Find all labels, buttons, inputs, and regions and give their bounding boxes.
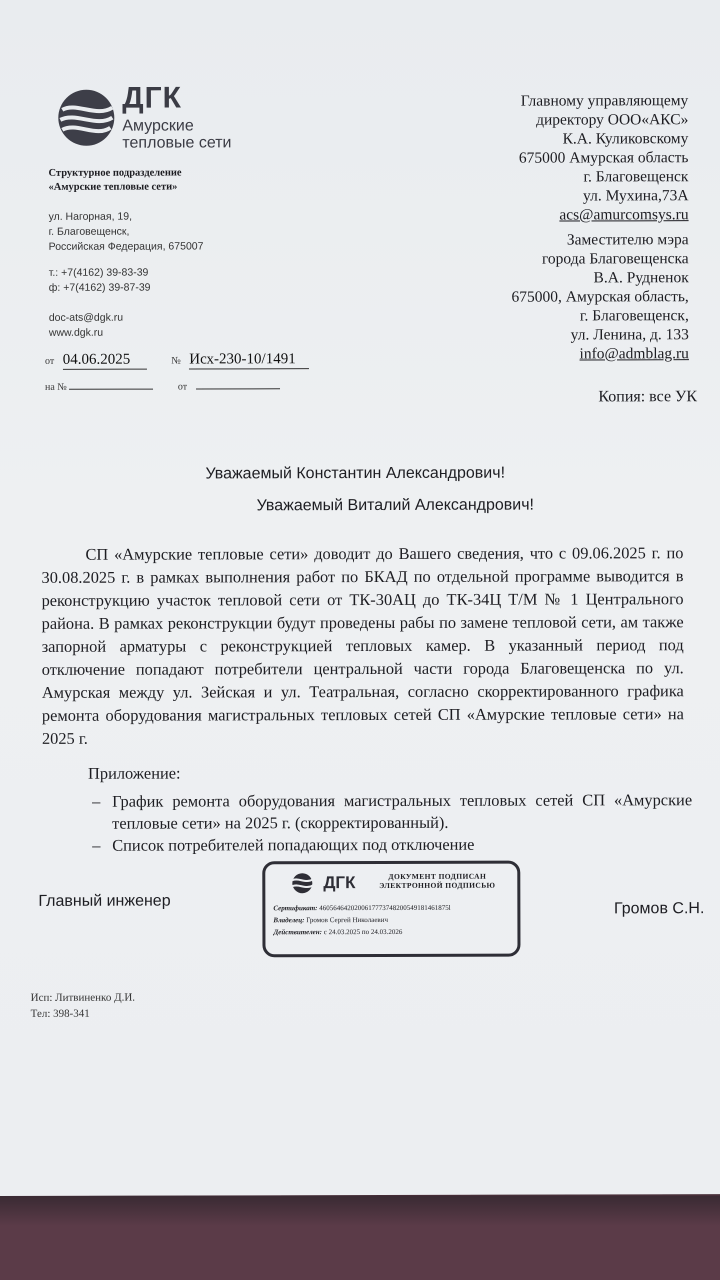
fax: ф: +7(4162) 39-87-39 bbox=[48, 281, 151, 294]
logo-subtitle bbox=[122, 117, 231, 151]
attachment-bullet: – bbox=[92, 791, 101, 811]
address-line1: ул. Нагорная, 19, bbox=[48, 210, 133, 223]
attachment-item bbox=[92, 789, 693, 835]
logo-brand: ДГК bbox=[122, 81, 183, 115]
stamp-owner-value: Громов Сергей Николаевич bbox=[306, 915, 388, 925]
recipient1-line4: 675000 Амурская область bbox=[518, 149, 689, 167]
recipient-1 bbox=[519, 91, 689, 224]
stamp-valid-value: с 24.03.2025 по 24.03.2026 bbox=[323, 927, 403, 937]
stamp-details bbox=[273, 902, 450, 938]
greeting-2: Уважаемый Виталий Александрович! bbox=[256, 496, 535, 515]
ref-on-label: на № bbox=[44, 381, 67, 393]
recipient2-line5: г. Благовещенск, bbox=[579, 307, 689, 325]
address-line2: г. Благовещенск, bbox=[48, 225, 130, 238]
sender-email: doc-ats@dgk.ru bbox=[48, 311, 124, 324]
sender-address bbox=[49, 209, 204, 254]
signer-name: Громов С.Н. bbox=[613, 900, 705, 918]
e-signature-stamp bbox=[262, 861, 520, 958]
org-line1: Структурное подразделение bbox=[48, 167, 182, 179]
stamp-owner-label: Владелец: bbox=[273, 916, 305, 925]
logo-subtitle-line2: тепловые сети bbox=[122, 134, 232, 152]
attachment-text: Список потребителей попадающих под отключение bbox=[112, 834, 475, 855]
dgk-logo-icon bbox=[56, 88, 116, 148]
attachments-heading: Приложение: bbox=[87, 763, 181, 783]
org-line2: «Амурские тепловые сети» bbox=[48, 181, 178, 193]
stamp-cert bbox=[273, 902, 450, 914]
recipient2-line4: 675000, Амурская область, bbox=[511, 288, 689, 306]
sender-org bbox=[48, 167, 181, 195]
sender-phones bbox=[49, 266, 151, 296]
ref-on-blank bbox=[69, 378, 153, 390]
copy-to: Копия: все УК bbox=[598, 388, 698, 406]
ref-from2-blank bbox=[196, 377, 280, 389]
recipient1-line3: К.А. Куликовскому bbox=[562, 130, 689, 148]
address-line3: Российская Федерация, 675007 bbox=[48, 240, 204, 253]
executor-phone: Тел: 398-341 bbox=[30, 1007, 90, 1020]
phone: т.: +7(4162) 39-83-39 bbox=[48, 266, 149, 279]
stamp-title bbox=[369, 872, 505, 890]
incoming-ref bbox=[45, 377, 280, 393]
recipient2-line3: В.А. Рудненок bbox=[593, 269, 689, 287]
attachment-text: График ремонта оборудования магистральных тепловых сетей СП «Амурские тепловые сети» на 2025 г. (скорректированный). bbox=[112, 790, 693, 833]
ref-number: Исх-230-10/1491 bbox=[189, 351, 309, 369]
letter-body: СП «Амурские тепловые сети» доводит до Вашего сведения, что с 09.06.2025 г. по 30.08.2025 г. в рамках выполнения работ по БКАД по отдельной программе выводится в реконструкцию участок тепловой сети от ТК-30АЦ до ТК-34Ц Т/М № 1 Центрального района. В рамках реконструкции будут проведены рабы по замене тепловой сети, ам также запорной арматуры с реконструкцией тепловых камер. В указанный период под отключение попадают потребители центральной части города Благовещенска по ул. Амурская между ул. Зейская и ул. Театральная, согласно скорректированного графика ремонта оборудования магистральных тепловых сетей СП «Амурские тепловые сети» на 2025 г. bbox=[41, 543, 684, 748]
ref-from-label: от bbox=[44, 355, 55, 367]
attachment-item bbox=[92, 834, 475, 857]
background-edge bbox=[0, 1196, 720, 1226]
executor-info bbox=[31, 990, 135, 1022]
greeting-1: Уважаемый Константин Александрович! bbox=[205, 464, 506, 483]
stamp-cert-value: 4605646420200617773748200549181461875l bbox=[319, 903, 451, 913]
stamp-title-line1: ДОКУМЕНТ ПОДПИСАН bbox=[388, 871, 487, 881]
stamp-valid bbox=[273, 926, 450, 938]
executor-name: Исп: Литвиненко Д.И. bbox=[30, 991, 136, 1004]
stamp-owner bbox=[273, 914, 450, 926]
stamp-cert-label: Сертификат: bbox=[273, 904, 318, 913]
ref-date: 04.06.2025 bbox=[63, 352, 147, 370]
recipient1-email: acs@amurcomsys.ru bbox=[559, 206, 689, 224]
recipient2-line1: Заместителю мэра bbox=[566, 231, 689, 249]
recipient2-line6: ул. Ленина, д. 133 bbox=[570, 326, 689, 344]
sender-web bbox=[49, 311, 123, 341]
outgoing-ref bbox=[45, 351, 309, 370]
stamp-title-line2: ЭЛЕКТРОННОЙ ПОДПИСЬЮ bbox=[379, 880, 496, 890]
attachment-bullet: – bbox=[92, 835, 101, 855]
logo-subtitle-line1: Амурские bbox=[122, 117, 194, 135]
recipient1-line2: директору ООО«АКС» bbox=[536, 111, 689, 129]
recipient1-line5: г. Благовещенск bbox=[583, 168, 689, 186]
recipient2-email: info@admblag.ru bbox=[579, 345, 689, 363]
recipient1-line1: Главному управляющему bbox=[520, 92, 689, 110]
ref-number-label: № bbox=[171, 355, 181, 367]
ref-from2-label: от bbox=[177, 381, 188, 393]
stamp-brand: ДГК bbox=[323, 873, 356, 893]
recipient1-line6: ул. Мухина,73А bbox=[582, 187, 689, 205]
stamp-logo-icon bbox=[287, 872, 317, 894]
recipient2-line2: города Благовещенска bbox=[541, 250, 689, 268]
stamp-valid-label: Действителен: bbox=[273, 928, 323, 937]
sender-website: www.dgk.ru bbox=[48, 326, 104, 339]
recipient-2 bbox=[511, 230, 689, 363]
signer-title: Главный инженер bbox=[38, 892, 171, 910]
